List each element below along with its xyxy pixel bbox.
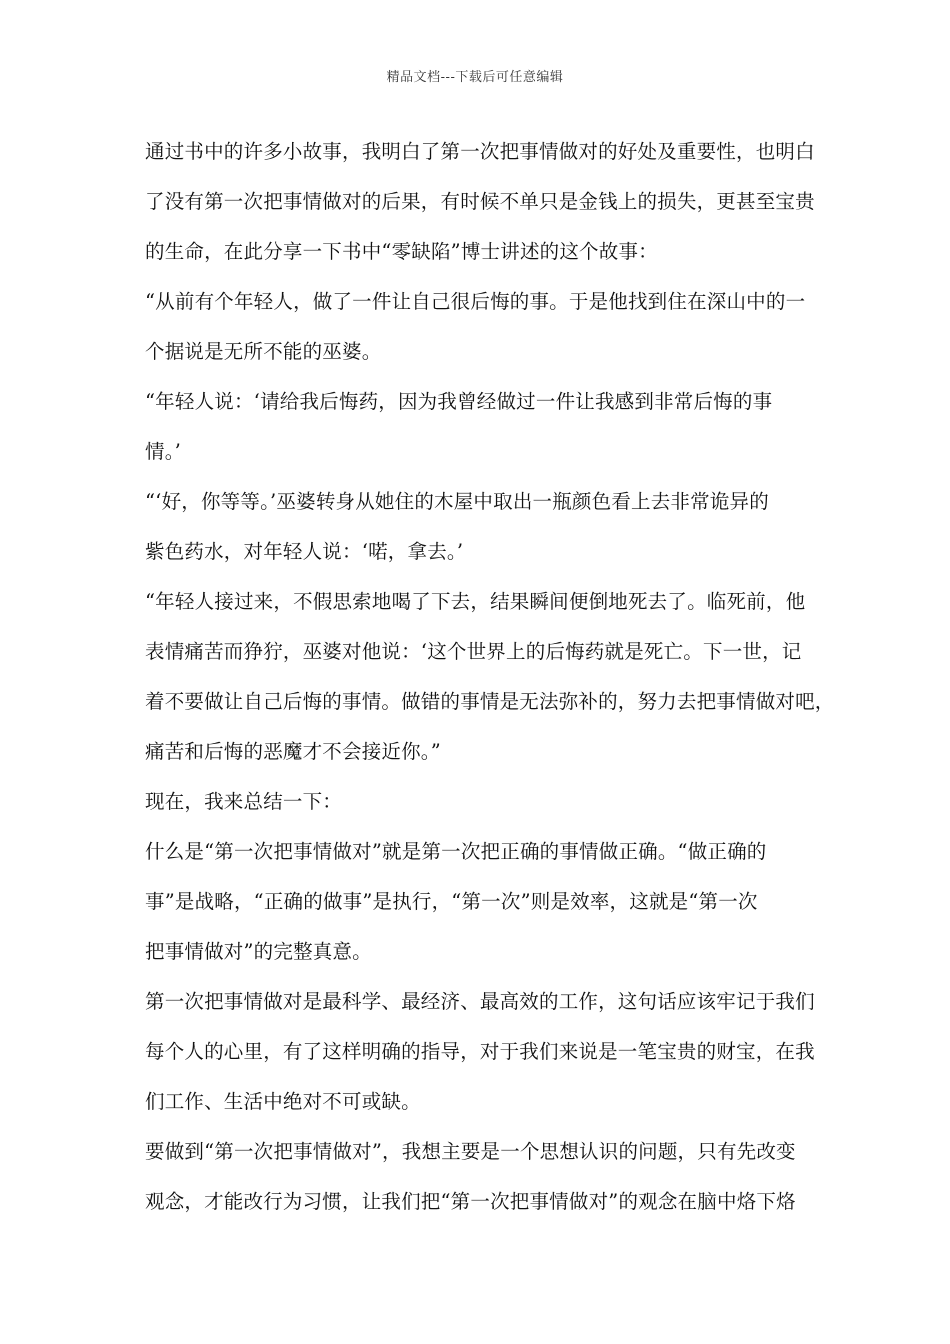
text-line: 的生命，在此分享一下书中“零缺陷”博士讲述的这个故事： [145,240,658,263]
text-line: 事”是战略，“正确的做事”是执行，“第一次”则是效率，这就是“第一次 [145,890,758,913]
text-line: 把事情做对”的完整真意。 [145,940,372,963]
text-line: 每个人的心里，有了这样明确的指导，对于我们来说是一笔宝贵的财宝，在我 [145,1040,815,1063]
text-line: 痛苦和后悔的恶魔才不会接近你。” [145,740,441,763]
page-header: 精品文档---下载后可任意编辑 [386,70,564,85]
text-line: “‘好，你等等。’巫婆转身从她住的木屋中取出一瓶颜色看上去非常诡异的 [145,490,769,513]
text-line: 什么是“第一次把事情做对”就是第一次把正确的事情做正确。“做正确的 [145,840,767,863]
text-line: “年轻人接过来，不假思索地喝了下去，结果瞬间便倒地死去了。临死前，他 [145,590,806,613]
document-body [145,127,835,1227]
text-line: 们工作、生活中绝对不可或缺。 [145,1090,421,1113]
text-line: 观念，才能改行为习惯，让我们把“第一次把事情做对”的观念在脑中烙下烙 [145,1190,796,1213]
text-line: 第一次把事情做对是最科学、最经济、最高效的工作，这句话应该牢记于我们 [145,990,815,1013]
text-line: “年轻人说：‘请给我后悔药，因为我曾经做过一件让我感到非常后悔的事 [145,390,773,413]
text-line: 要做到“第一次把事情做对”，我想主要是一个思想认识的问题，只有先改变 [145,1140,796,1163]
text-line: 现在，我来总结一下： [145,790,343,813]
text-line: 情。’ [145,440,182,463]
text-line: “从前有个年轻人，做了一件让自己很后悔的事。于是他找到住在深山中的一 [145,290,806,313]
text-line: 个据说是无所不能的巫婆。 [145,340,382,363]
text-line: 着不要做让自己后悔的事情。做错的事情是无法弥补的，努力去把事情做对吧， [145,690,835,713]
text-line: 紫色药水，对年轻人说：‘喏，拿去。’ [145,540,464,563]
text-line: 表情痛苦而狰狞，巫婆对他说：‘这个世界上的后悔药就是死亡。下一世，记 [145,640,802,663]
text-line: 了没有第一次把事情做对的后果，有时候不单只是金钱上的损失，更甚至宝贵 [145,190,815,213]
text-line: 通过书中的许多小故事，我明白了第一次把事情做对的好处及重要性，也明白 [145,140,815,163]
